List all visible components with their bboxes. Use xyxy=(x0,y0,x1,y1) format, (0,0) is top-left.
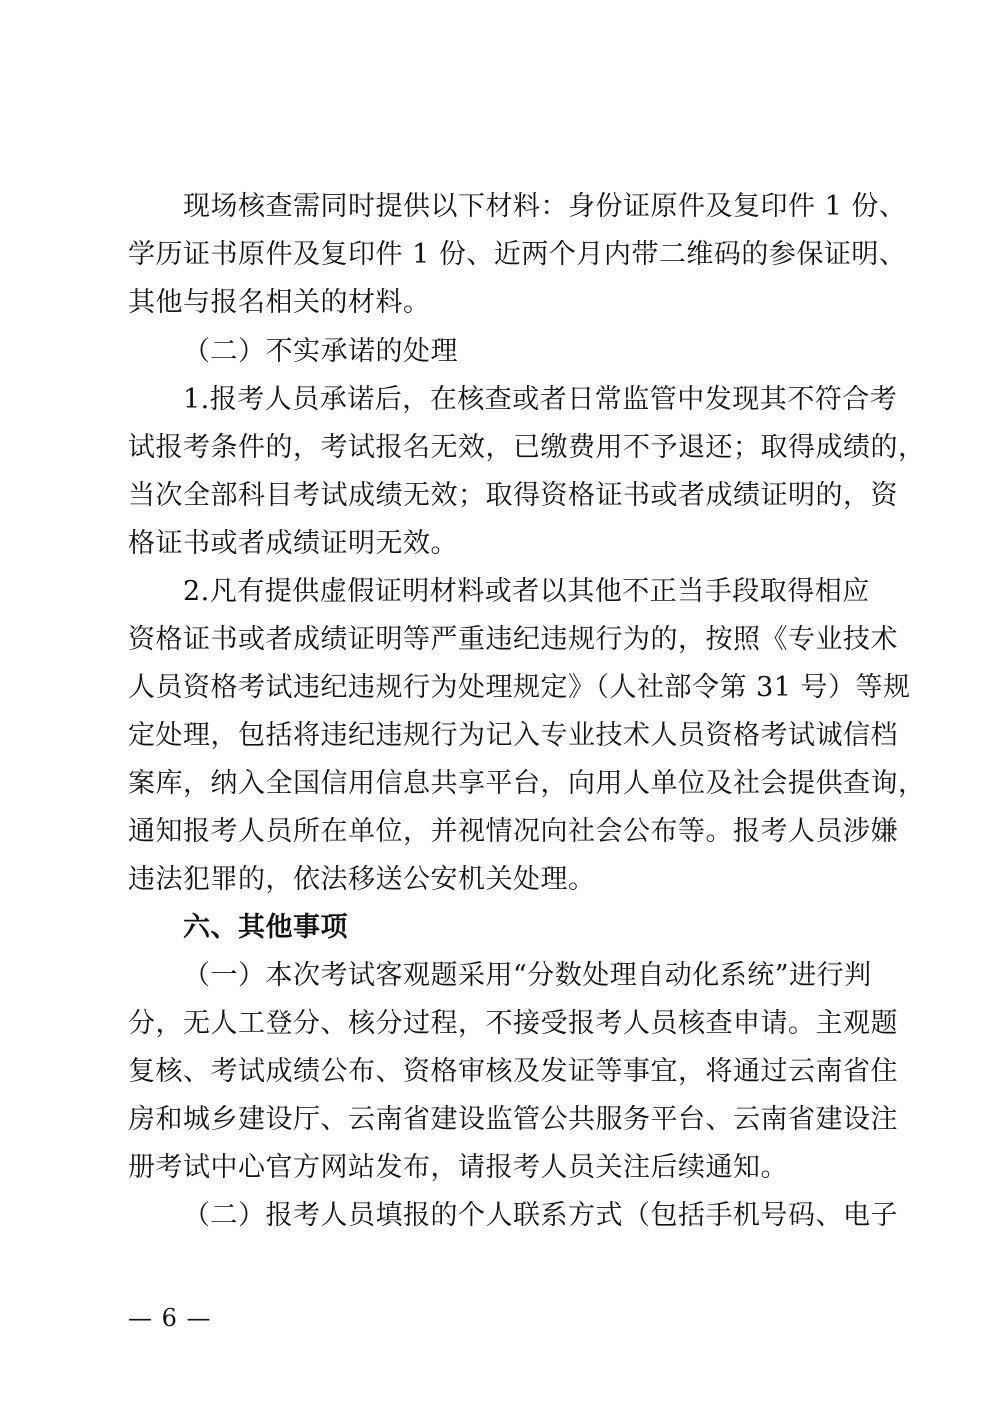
paragraph-line: （二）报考人员填报的个人联系方式（包括手机号码、电子 xyxy=(183,1200,898,1231)
paragraph-line: 房和城乡建设厅、云南省建设监管公共服务平台、云南省建设注 xyxy=(128,1104,898,1135)
page-number: — 6 — xyxy=(128,1304,212,1332)
paragraph-line: 2.凡有提供虚假证明材料或者以其他不正当手段取得相应 xyxy=(183,576,870,607)
paragraph-line: 其他与报名相关的材料。 xyxy=(128,287,431,318)
paragraph-line: 定处理，包括将违纪违规行为记入专业技术人员资格考试诚信档 xyxy=(128,720,898,751)
paragraph-line: 通知报考人员所在单位，并视情况向社会公布等。报考人员涉嫌 xyxy=(128,816,898,847)
paragraph-line: （一）本次考试客观题采用“分数处理自动化系统”进行判 xyxy=(183,960,872,991)
paragraph-line: 当次全部科目考试成绩无效；取得资格证书或者成绩证明的，资 xyxy=(128,480,898,511)
paragraph-line: 1.报考人员承诺后，在核查或者日常监管中发现其不符合考 xyxy=(183,384,898,415)
paragraph-line: 格证书或者成绩证明无效。 xyxy=(128,528,458,559)
paragraph-line: 学历证书原件及复印件 1 份、近两个月内带二维码的参保证明、 xyxy=(128,239,907,270)
paragraph-line: 册考试中心官方网站发布，请报考人员关注后续通知。 xyxy=(128,1152,788,1183)
paragraph-line: 复核、考试成绩公布、资格审核及发证等事宜，将通过云南省住 xyxy=(128,1056,898,1087)
paragraph-line: 案库，纳入全国信用信息共享平台，向用人单位及社会提供查询， xyxy=(128,768,926,799)
section-heading: 六、其他事项 xyxy=(183,912,348,943)
paragraph-line: 分，无人工登分、核分过程，不接受报考人员核查申请。主观题 xyxy=(128,1008,898,1039)
paragraph-line: 试报考条件的，考试报名无效，已缴费用不予退还；取得成绩的， xyxy=(128,432,926,463)
section-subheading: （二）不实承诺的处理 xyxy=(183,336,458,367)
paragraph-line: 资格证书或者成绩证明等严重违纪违规行为的，按照《专业技术 xyxy=(128,624,898,655)
paragraph-line: 人员资格考试违纪违规行为处理规定》（人社部令第 31 号）等规 xyxy=(128,672,911,703)
paragraph-line: 现场核查需同时提供以下材料：身份证原件及复印件 1 份、 xyxy=(183,191,907,222)
paragraph-line: 违法犯罪的，依法移送公安机关处理。 xyxy=(128,864,596,895)
